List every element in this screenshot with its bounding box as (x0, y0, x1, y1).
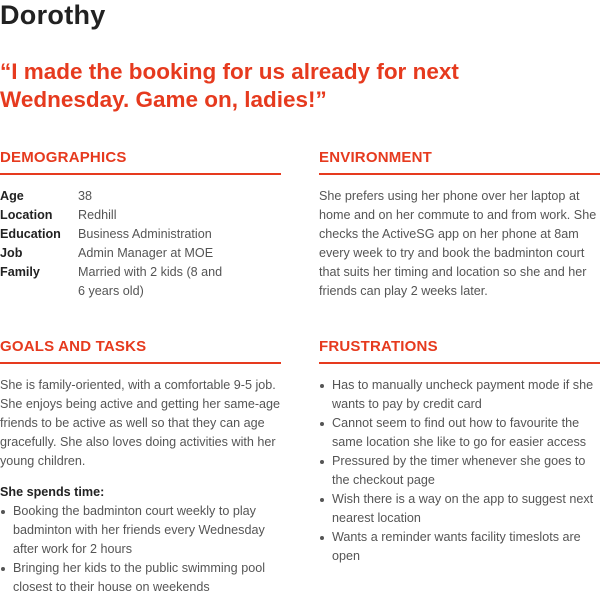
demographics-table (0, 187, 228, 301)
goals-text: She is family-oriented, with a comfortable 9-5 job. She enjoys being active and getting her same-age friends to be active as well so that they can age gracefully. She also loves doing activities with her young children. (0, 378, 281, 468)
goals-subheading: She spends time: (0, 485, 105, 499)
environment-section (319, 148, 600, 301)
list-item: Has to manually uncheck payment mode if she wants to pay by credit card (319, 376, 600, 414)
value: Admin Manager at MOE (78, 246, 214, 260)
divider (319, 362, 600, 364)
divider (0, 173, 281, 175)
label: Family (0, 265, 40, 279)
value: 38 (78, 189, 93, 203)
list-item: Wish there is a way on the app to suggest next nearest location (319, 490, 600, 528)
list-item: Wants a reminder wants facility timeslots are open (319, 528, 600, 566)
section-title: DEMOGRAPHICS (0, 149, 127, 166)
section-title: FRUSTRATIONS (319, 338, 438, 355)
frustrations-list (319, 376, 600, 566)
demographics-section (0, 148, 281, 301)
frustrations-section (319, 337, 600, 566)
divider (0, 362, 281, 364)
table-row (0, 263, 228, 301)
persona-name: Dorothy (0, 0, 106, 30)
goals-section (0, 337, 281, 597)
table-row (0, 244, 228, 263)
value: Business Administration (78, 227, 212, 241)
label: Job (0, 246, 23, 260)
label: Age (0, 189, 24, 203)
goals-list (0, 502, 281, 597)
persona-quote: “I made the booking for us already for next Wednesday. Game on, ladies!” (0, 59, 459, 112)
table-row (0, 225, 228, 244)
value: Married with 2 kids (8 and 6 years old) (78, 265, 223, 298)
table-row (0, 206, 228, 225)
label: Education (0, 227, 61, 241)
table-row (0, 187, 228, 206)
value: Redhill (78, 208, 117, 222)
section-title: GOALS AND TASKS (0, 338, 147, 355)
section-title: ENVIRONMENT (319, 149, 433, 166)
divider (319, 173, 600, 175)
list-item: Bringing her kids to the public swimming pool closest to their house on weekends (0, 559, 281, 597)
environment-text: She prefers using her phone over her laptop at home and on her commute to and from work. She checks the ActiveSG app on her phone at 8am every week to try and book the badminton court that suits her timing and location so she and her friends can play 2 weeks later. (319, 189, 597, 298)
label: Location (0, 208, 53, 222)
list-item: Pressured by the timer whenever she goes to the checkout page (319, 452, 600, 490)
list-item: Booking the badminton court weekly to play badminton with her friends every Wednesday after work for 2 hours (0, 502, 281, 559)
list-item: Cannot seem to find out how to favourite the same location she like to go for easier access (319, 414, 600, 452)
